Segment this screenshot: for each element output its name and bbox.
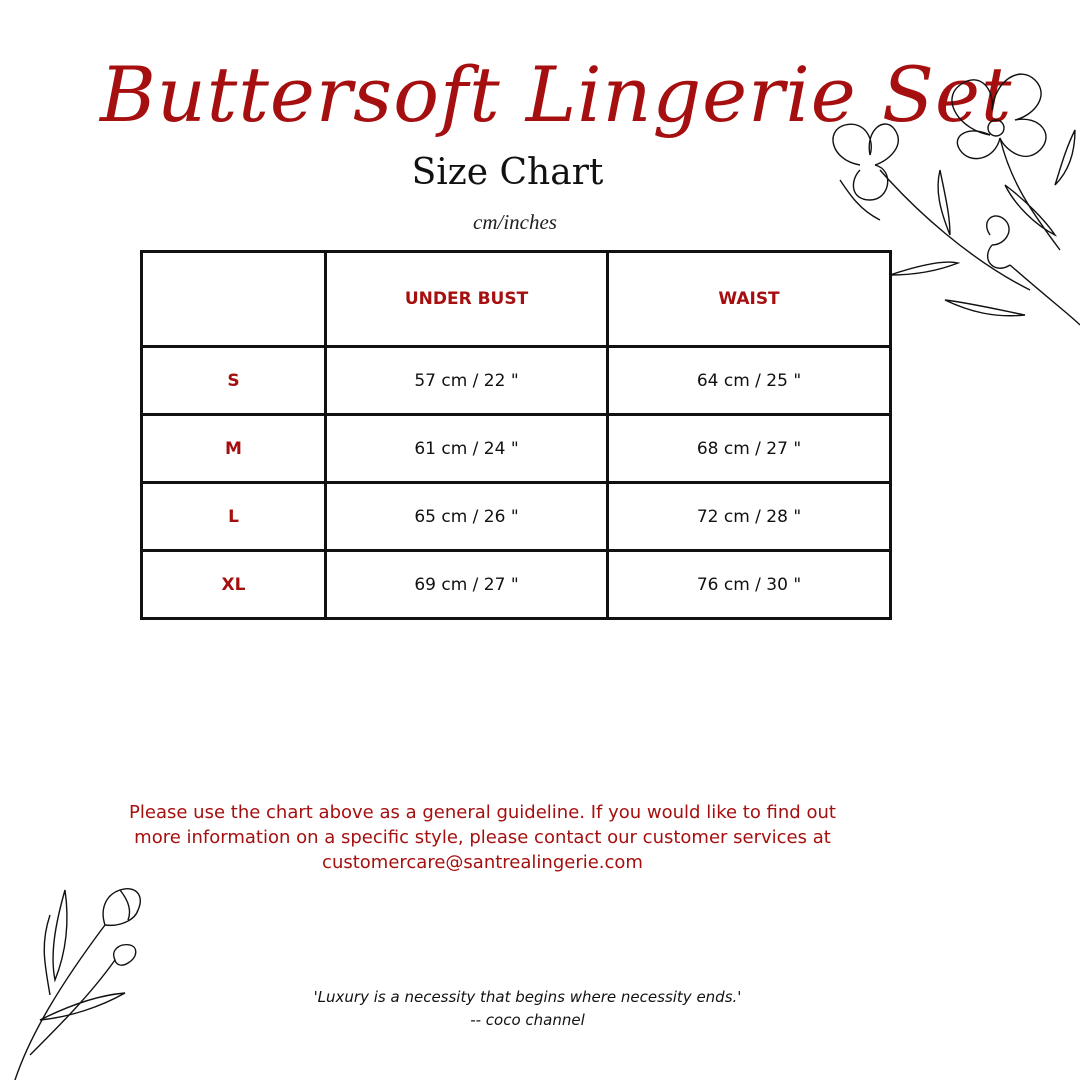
waist-value: 64 cm / 25 " bbox=[608, 347, 891, 415]
note-line-1: Please use the chart above as a general guideline. If you would like to find out bbox=[129, 802, 836, 823]
table-header-row bbox=[142, 252, 891, 347]
page-title: Buttersoft Lingerie Set bbox=[100, 50, 1013, 139]
size-label: S bbox=[142, 347, 326, 415]
contact-email[interactable]: customercare@santrealingerie.com bbox=[322, 852, 643, 873]
tulip-illustration-icon bbox=[10, 885, 160, 1080]
quote-block bbox=[250, 986, 805, 1032]
quote-author: -- coco channel bbox=[470, 1011, 585, 1029]
quote-text: 'Luxury is a necessity that begins where necessity ends.' bbox=[313, 988, 742, 1006]
header-waist: WAIST bbox=[608, 252, 891, 347]
under-bust-value: 57 cm / 22 " bbox=[326, 347, 608, 415]
table-row bbox=[142, 415, 891, 483]
page-subtitle: Size Chart bbox=[411, 152, 604, 193]
size-label: XL bbox=[142, 551, 326, 619]
table-row bbox=[142, 551, 891, 619]
header-under-bust: UNDER BUST bbox=[326, 252, 608, 347]
under-bust-value: 65 cm / 26 " bbox=[326, 483, 608, 551]
waist-value: 76 cm / 30 " bbox=[608, 551, 891, 619]
size-label: L bbox=[142, 483, 326, 551]
note-line-2: more information on a specific style, please contact our customer services at bbox=[134, 827, 831, 848]
waist-value: 68 cm / 27 " bbox=[608, 415, 891, 483]
units-label: cm/inches bbox=[473, 210, 557, 234]
size-label: M bbox=[142, 415, 326, 483]
table-header-empty bbox=[142, 252, 326, 347]
waist-value: 72 cm / 28 " bbox=[608, 483, 891, 551]
under-bust-value: 61 cm / 24 " bbox=[326, 415, 608, 483]
guideline-note bbox=[110, 800, 855, 875]
under-bust-value: 69 cm / 27 " bbox=[326, 551, 608, 619]
table-row bbox=[142, 347, 891, 415]
table-row bbox=[142, 483, 891, 551]
size-chart-table bbox=[140, 250, 892, 620]
